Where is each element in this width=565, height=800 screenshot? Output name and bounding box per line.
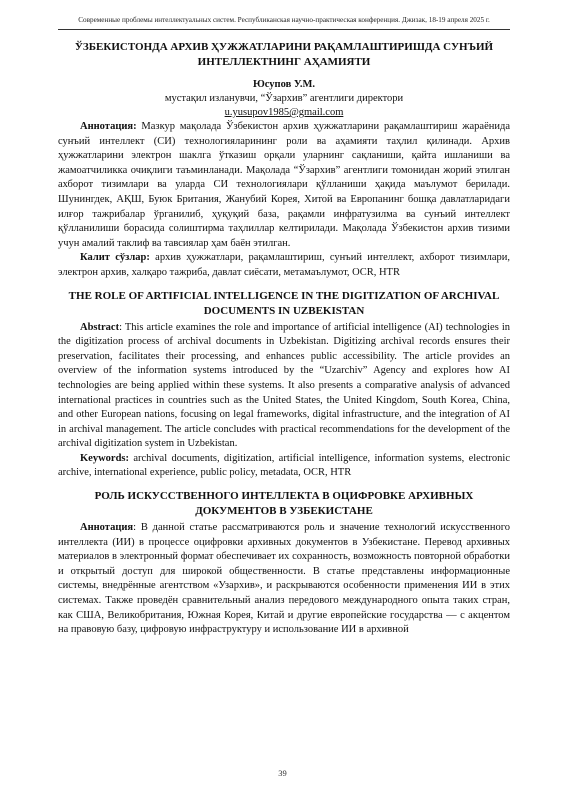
keywords-en-text: archival documents, digitization, artificial intelligence, information systems, electronic archive, international experience, public policy, metadata, OCR, HTR [58,452,510,479]
article-title-uz: ЎЗБЕКИСТОНДА АРХИВ ҲУЖЖАТЛАРИНИ РАҚАМЛАШТИРИШДА СУНЪИЙ ИНТЕЛЛЕКТНИНГ АҲАМИЯТИ [74,41,494,68]
annotation-uz-text: Мазкур мақолада Ўзбекистон архив ҳужжатларини рақамлаштириш жараёнида сунъий интеллект (СИ) технологияларининг роли ва аҳамияти таҳлил қилинади. Архив ҳужжатларини электрон шаклга ўтказиш орқали уларнинг сақланиши, қайта ишланиши ва жамоатчиликка очиқлиги таъминланади. Мақолада “Ўзархив” агентлиги томонидан жорий этилган ахборот тизимлари ва уларда СИ технологиялари қўлланиши ҳақида маълумот берилади. Шунингдек, АҚШ, Буюк Британия, Жанубий Корея, Хитой ва Европанинг бошқа давлатларидаги илғор тажрибалар ўрганилиб, ҳуқуқий база, рақамли инфратузилма ва сунъий интеллект қўлланилиши борасида солиштирма таҳлиллар келтирилади. Мақолада Ўзбекистон архив тизими учун амалий таклиф ва тавсиялар ҳам баён этилган. [58,121,510,249]
author-name: Юсупов У.М. [252,79,316,90]
author-affiliation: мустақил изланувчи, “Ўзархив” агентлиги директори [164,93,404,104]
article-title-ru: РОЛЬ ИСКУССТВЕННОГО ИНТЕЛЛЕКТА В ОЦИФРОВКЕ АРХИВНЫХ ДОКУМЕНТОВ В УЗБЕКИСТАНЕ [94,490,474,518]
header-rule [58,29,510,30]
keywords-en-label: Keywords: [80,452,129,464]
page-number: 39 [278,768,287,778]
keywords-uz [58,251,510,280]
abstract-en-label: Abstract [80,321,120,333]
article-title-en: THE ROLE OF ARTIFICIAL INTELLIGENCE IN THE DIGITIZATION OF ARCHIVAL DOCUMENTS IN UZBEKISTAN [68,289,500,317]
annotation-uz [58,120,510,251]
annotation-uz-label: Аннотация: [80,121,137,132]
abstract-en-text: : This article examines the role and importance of artificial intelligence (AI) technologies in the digitization process of archival documents in Uzbekistan. Digitizing archival records ensures their preservation, facilitates their processing, and enhances public accessibility. The article provides an overview of the information systems introduced by the “Uzarchiv” Agency and explores how AI technologies are being applied within these systems. It also presents a comparative analysis of advanced international practices in countries such as the United States, the United Kingdom, South Korea, China, and other European nations, focusing on legal frameworks, digital infrastructure, and the integration of AI in archival management. The article concludes with practical recommendations for the development of the archival digitization system in Uzbekistan. [58,321,510,450]
article-body [58,40,510,638]
keywords-uz-text: архив ҳужжатлари, рақамлаштириш, сунъий интеллект, ахборот тизимлари, электрон архив, халқаро тажриба, давлат сиёсати, метамаълумот, OCR, HTR [58,252,510,278]
keywords-en [58,452,510,481]
author-block [58,78,510,120]
annotation-ru [58,521,510,638]
abstract-en [58,321,510,452]
keywords-uz-label: Калит сўзлар: [80,252,150,264]
author-email-link[interactable]: u.yusupov1985@gmail.com [224,107,344,118]
running-header: Современные проблемы интеллектуальных систем. Республиканская научно-практическая конференция. Джизак, 18-19 апреля 2025 г. [78,16,490,24]
annotation-ru-label: Аннотация [80,522,134,534]
annotation-ru-text: : В данной статье рассматриваются роль и значение технологий искусственного интеллекта (ИИ) в процессе оцифровки архивных документов в Узбекистане. Перевод архивных материалов в электронный формат обеспечивает их сохранность, возможность повторной обработки и открытый доступ для широкой общественности. В статье представлены информационные системы, внедрённые агентством «Узархив», и раскрываются особенности применения ИИ в этих системах. Также проведён сравнительный анализ передового международного опыта таких стран, как США, Великобритания, Южная Корея, Китай и другие европейские государства — с акцентом на правовую базу, цифровую инфраструктуру и использование ИИ в архивной [58,522,510,636]
